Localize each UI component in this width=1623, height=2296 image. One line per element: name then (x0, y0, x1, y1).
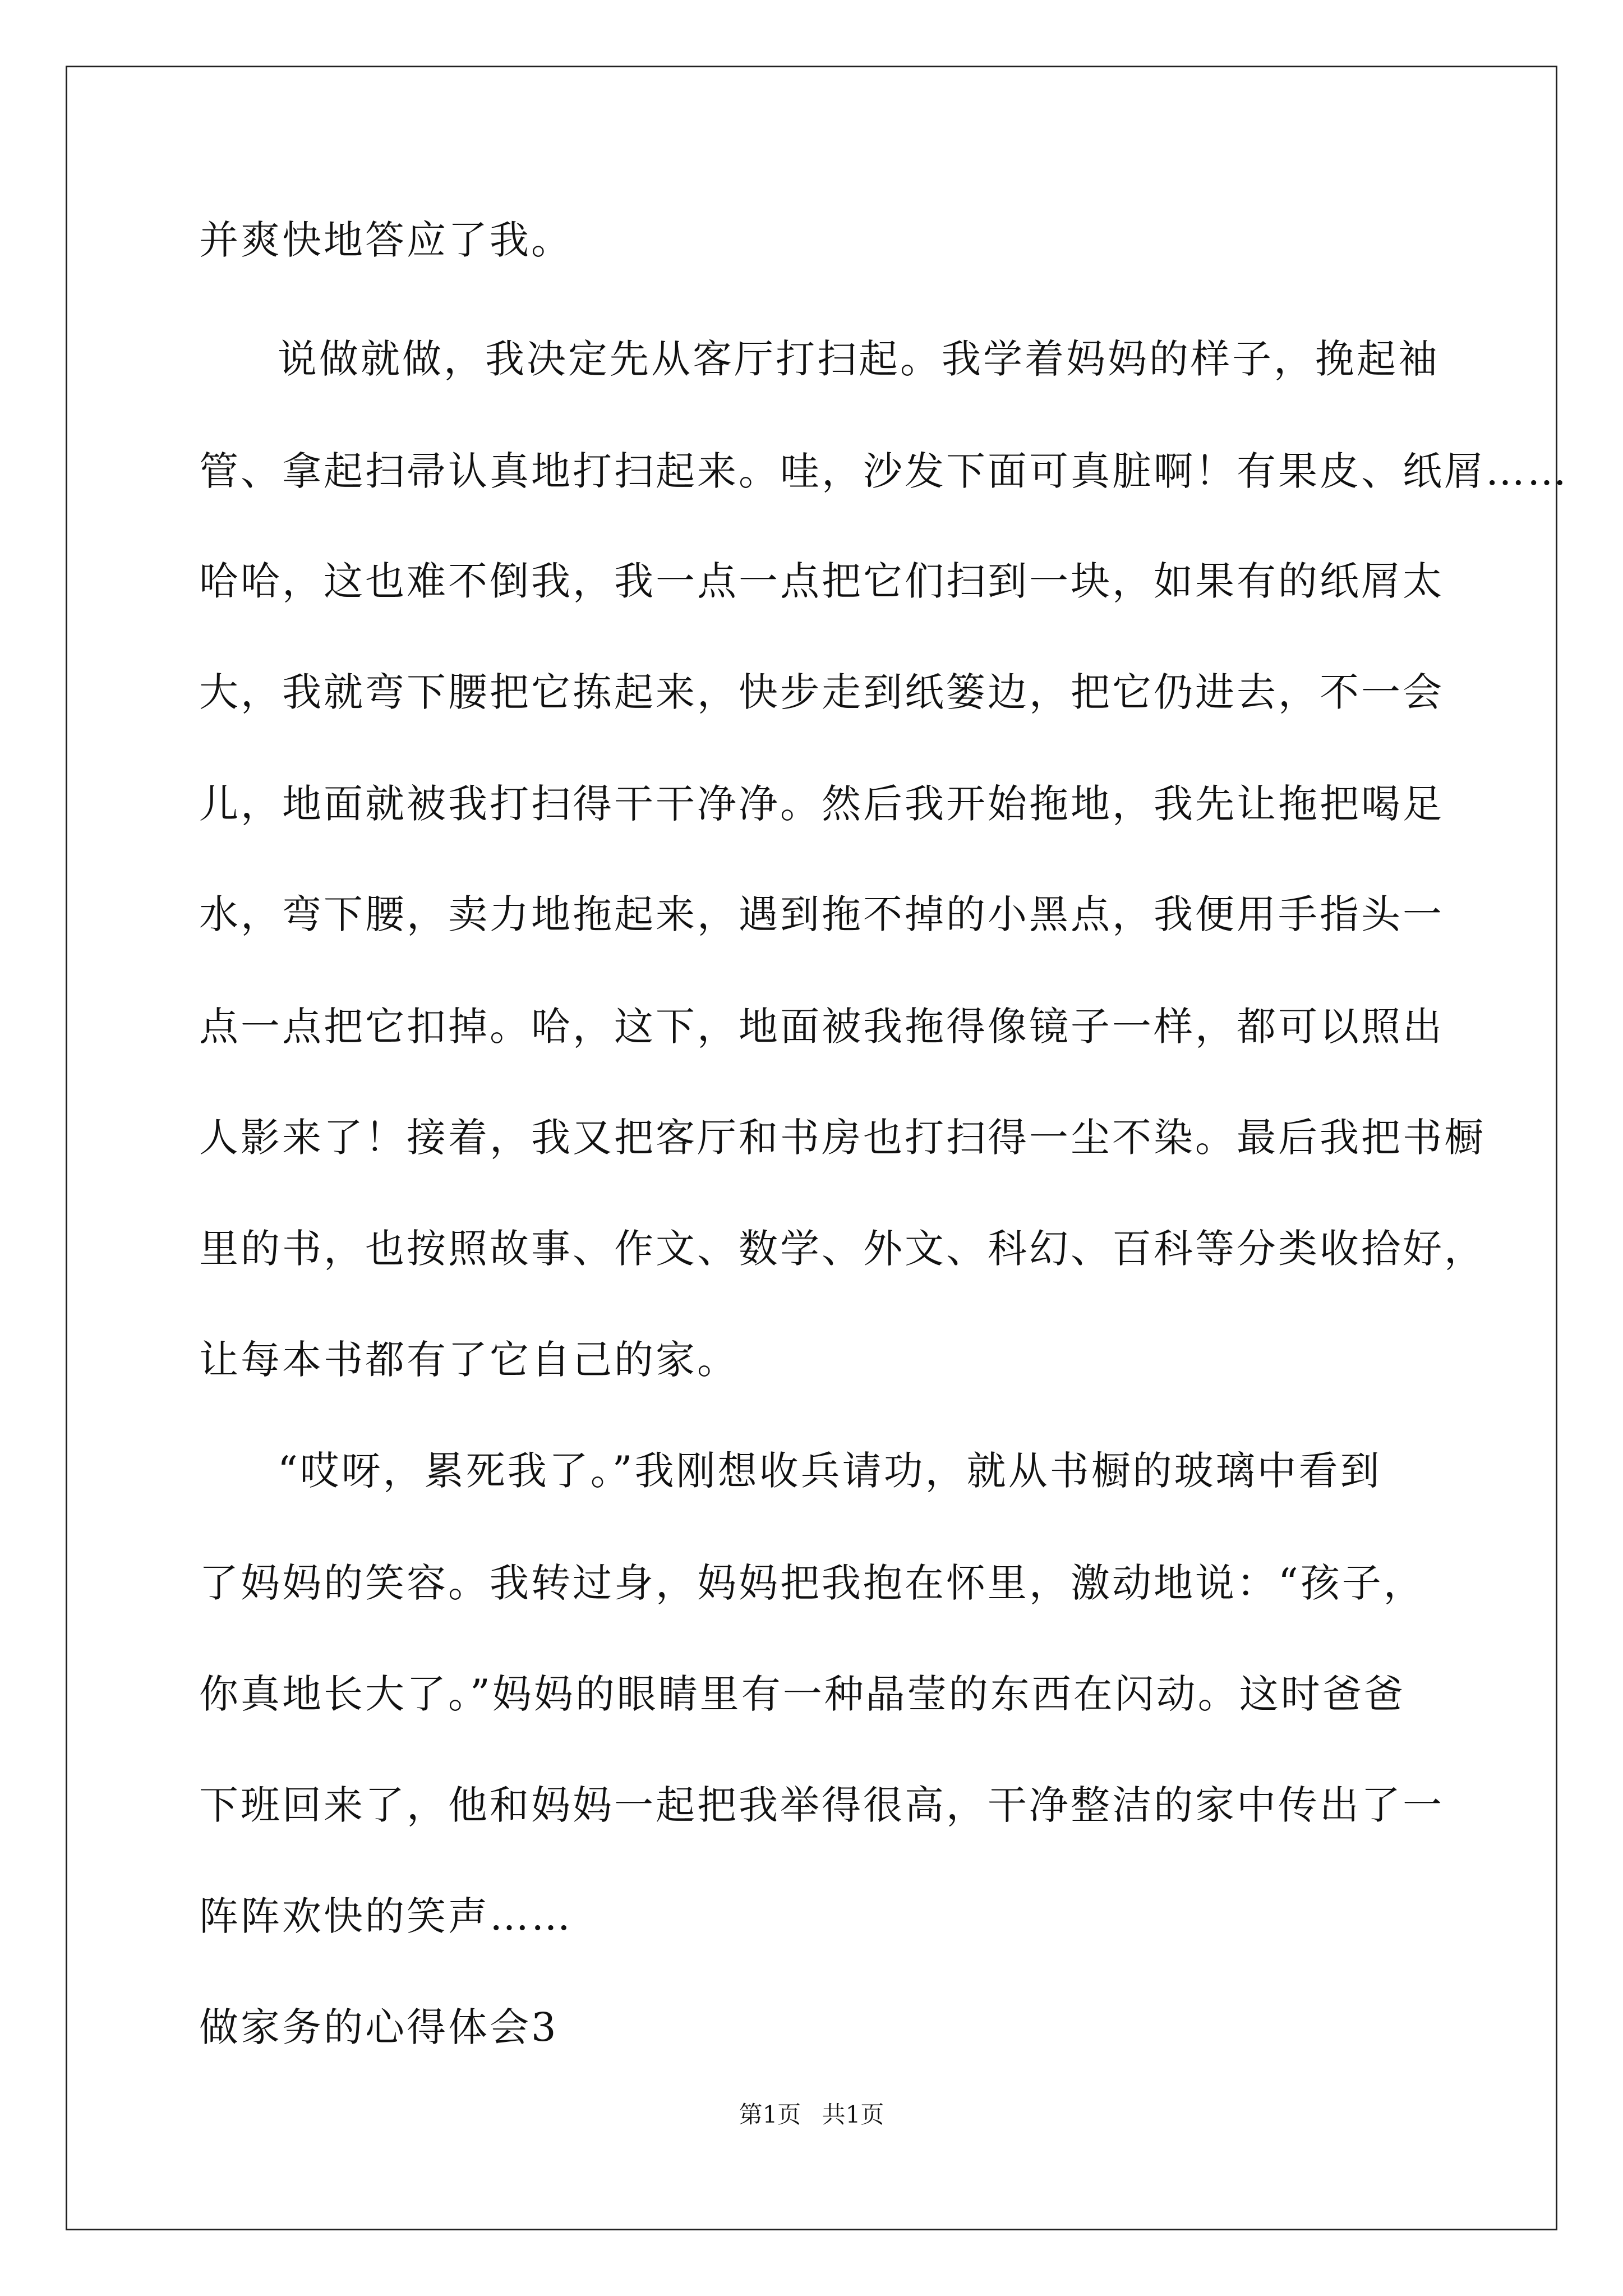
text-line-5: 大，我就弯下腰把它拣起来，快步走到纸篓边，把它仍进去，不一会 (199, 669, 1444, 715)
text-line-1: 并爽快地答应了我。 (199, 217, 573, 263)
text-line-14: 你真地长大了。”妈妈的眼睛里有一种晶莹的东西在闪动。这时爸爸 (199, 1671, 1405, 1717)
text-line-11: 让每本书都有了它自己的家。 (199, 1337, 739, 1383)
text-line-7: 水，弯下腰，卖力地拖起来，遇到拖不掉的小黑点，我便用手指头一 (199, 891, 1444, 937)
text-line-8: 点一点把它扣掉。哈，这下，地面被我拖得像镜子一样，都可以照出 (199, 1004, 1444, 1050)
text-line-2: 说做就做，我决定先从客厅打扫起。我学着妈妈的样子，挽起袖 (278, 336, 1440, 382)
text-line-9: 人影来了！接着，我又把客厅和书房也打扫得一尘不染。最后我把书橱 (199, 1115, 1486, 1161)
page-number: 第1页 (739, 2101, 801, 2128)
text-line-12: “哎呀，累死我了。”我刚想收兵请功，就从书橱的玻璃中看到 (278, 1448, 1382, 1494)
text-line-6: 儿，地面就被我打扫得干干净净。然后我开始拖地，我先让拖把喝足 (199, 781, 1444, 827)
text-line-15: 下班回来了，他和妈妈一起把我举得很高，干净整洁的家中传出了一 (199, 1782, 1444, 1828)
text-line-3: 管、拿起扫帚认真地打扫起来。哇，沙发下面可真脏啊！有果皮、纸屑…… (199, 448, 1569, 494)
page-total: 共1页 (822, 2101, 884, 2128)
text-line-13: 了妈妈的笑容。我转过身，妈妈把我抱在怀里，激动地说：“孩子， (199, 1560, 1425, 1606)
section-title: 做家务的心得体会3 (199, 2004, 559, 2050)
text-line-16: 阵阵欢快的笑声…… (199, 1893, 573, 1939)
text-line-4: 哈哈，这也难不倒我，我一点一点把它们扫到一块，如果有的纸屑太 (199, 558, 1444, 604)
text-line-10: 里的书，也按照故事、作文、数学、外文、科幻、百科等分类收拾好， (199, 1226, 1486, 1272)
page-footer (0, 2101, 1623, 2129)
